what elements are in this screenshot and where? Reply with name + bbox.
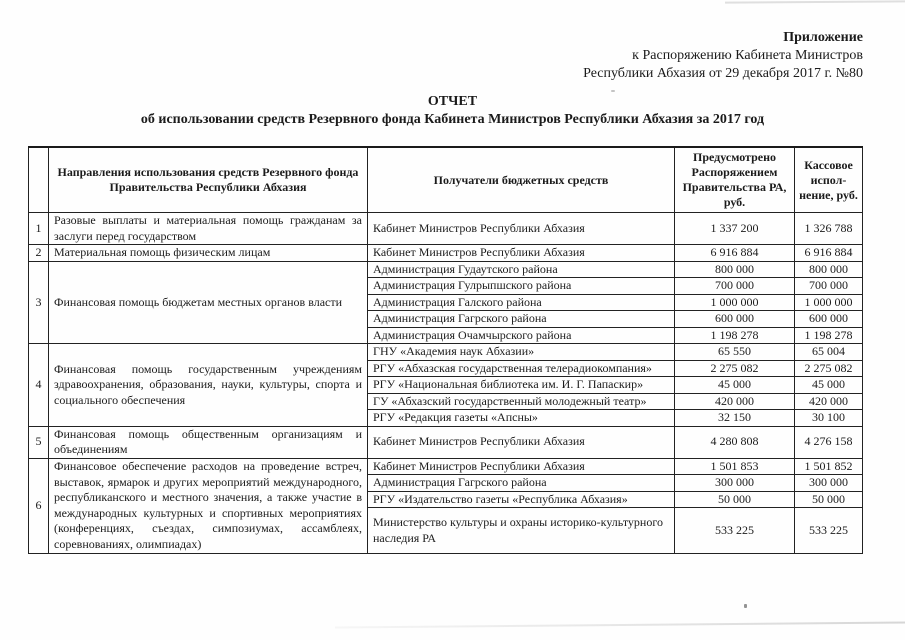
row-number-cell: 1 [29, 213, 49, 245]
report-table-body [29, 213, 863, 554]
report-title: ОТЧЕТ [427, 94, 478, 109]
executed-amount-cell: 1 000 000 [795, 294, 863, 311]
recipient-cell: РГУ «Абхазская государственная телерадиокомпания» [368, 360, 675, 377]
direction-cell: Финансовое обеспечение расходов на проведение встреч, выставок, ярмарок и других мероприятий международного, республиканского и местного значения, а также участие в международных культурных и спортивных мероприятиях (конференциях, съездах, симпозиумах, ассамблеях, соревнованиях, олимпиадах) [49, 458, 368, 554]
scan-speck [611, 90, 615, 92]
direction-cell: Финансовая помощь бюджетам местных органов власти [49, 261, 368, 344]
recipient-cell: ГНУ «Академия наук Абхазии» [368, 344, 675, 361]
page-edge-shadow [335, 621, 905, 628]
allocated-amount-cell: 420 000 [675, 393, 795, 410]
recipient-cell: РГУ «Национальная библиотека им. И. Г. Папаскир» [368, 377, 675, 394]
recipient-cell: Администрация Гагрского района [368, 475, 675, 492]
header-direction: Направления использования средств Резервного фонда Правительства Республики Абхазия [49, 147, 368, 213]
row-number-cell: 2 [29, 245, 49, 262]
allocated-amount-cell: 700 000 [675, 278, 795, 295]
report-subtitle: об использовании средств Резервного фонда Кабинета Министров Республики Абхазия за 2017 год [140, 112, 765, 127]
allocated-amount-cell: 65 550 [675, 344, 795, 361]
header-recipient: Получатели бюджетных средств [368, 147, 675, 213]
table-row [29, 344, 863, 361]
header-allocated: Предусмотрено Распоряжением Правительства РА, руб. [675, 147, 795, 213]
recipient-cell: Министерство культуры и охраны историко-культурного наследия РА [368, 508, 675, 554]
recipient-cell: РГУ «Издательство газеты «Республика Абхазия» [368, 491, 675, 508]
header-executed: Кассовое испол-нение, руб. [795, 147, 863, 213]
row-number-cell: 3 [29, 261, 49, 344]
allocated-amount-cell: 800 000 [675, 261, 795, 278]
scan-edge-mark [725, 0, 905, 3]
allocated-amount-cell: 32 150 [675, 410, 795, 427]
appendix-date-line: Республики Абхазия от 29 декабря 2017 г. №80 [583, 66, 863, 81]
executed-amount-cell: 4 276 158 [795, 426, 863, 458]
executed-amount-cell: 700 000 [795, 278, 863, 295]
allocated-amount-cell: 1 198 278 [675, 327, 795, 344]
executed-amount-cell: 1 326 788 [795, 213, 863, 245]
row-number-cell: 6 [29, 458, 49, 554]
executed-amount-cell: 533 225 [795, 508, 863, 554]
report-title-block [0, 93, 905, 129]
allocated-amount-cell: 45 000 [675, 377, 795, 394]
executed-amount-cell: 30 100 [795, 410, 863, 427]
table-row [29, 426, 863, 458]
allocated-amount-cell: 1 000 000 [675, 294, 795, 311]
recipient-cell: Администрация Гулрыпшского района [368, 278, 675, 295]
allocated-amount-cell: 6 916 884 [675, 245, 795, 262]
executed-amount-cell: 50 000 [795, 491, 863, 508]
appendix-label: Приложение [783, 30, 863, 45]
direction-cell: Финансовая помощь общественным организациям и объединениям [49, 426, 368, 458]
table-row [29, 213, 863, 245]
executed-amount-cell: 1 198 278 [795, 327, 863, 344]
recipient-cell: Администрация Гагрского района [368, 311, 675, 328]
executed-amount-cell: 2 275 082 [795, 360, 863, 377]
table-row [29, 458, 863, 475]
executed-amount-cell: 300 000 [795, 475, 863, 492]
allocated-amount-cell: 300 000 [675, 475, 795, 492]
direction-cell: Финансовая помощь государственным учреждениям здравоохранения, образования, науки, культуры, спорта и социального обеспечения [49, 344, 368, 427]
appendix-header [583, 29, 863, 83]
direction-cell: Разовые выплаты и материальная помощь гражданам за заслуги перед государством [49, 213, 368, 245]
allocated-amount-cell: 1 337 200 [675, 213, 795, 245]
allocated-amount-cell: 4 280 808 [675, 426, 795, 458]
executed-amount-cell: 420 000 [795, 393, 863, 410]
recipient-cell: Кабинет Министров Республики Абхазия [368, 245, 675, 262]
recipient-cell: Администрация Очамчырского района [368, 327, 675, 344]
report-table-head [29, 147, 863, 213]
scan-speck [744, 604, 747, 608]
allocated-amount-cell: 533 225 [675, 508, 795, 554]
executed-amount-cell: 800 000 [795, 261, 863, 278]
table-row [29, 245, 863, 262]
recipient-cell: Кабинет Министров Республики Абхазия [368, 213, 675, 245]
allocated-amount-cell: 2 275 082 [675, 360, 795, 377]
recipient-cell: Администрация Галского района [368, 294, 675, 311]
direction-cell: Материальная помощь физическим лицам [49, 245, 368, 262]
recipient-cell: Администрация Гудаутского района [368, 261, 675, 278]
allocated-amount-cell: 600 000 [675, 311, 795, 328]
executed-amount-cell: 600 000 [795, 311, 863, 328]
recipient-cell: Кабинет Министров Республики Абхазия [368, 458, 675, 475]
table-row [29, 261, 863, 278]
executed-amount-cell: 45 000 [795, 377, 863, 394]
header-row [29, 147, 863, 213]
recipient-cell: РГУ «Редакция газеты «Апсны» [368, 410, 675, 427]
allocated-amount-cell: 1 501 853 [675, 458, 795, 475]
executed-amount-cell: 1 501 852 [795, 458, 863, 475]
allocated-amount-cell: 50 000 [675, 491, 795, 508]
header-num [29, 147, 49, 213]
row-number-cell: 4 [29, 344, 49, 427]
row-number-cell: 5 [29, 426, 49, 458]
executed-amount-cell: 6 916 884 [795, 245, 863, 262]
executed-amount-cell: 65 004 [795, 344, 863, 361]
recipient-cell: Кабинет Министров Республики Абхазия [368, 426, 675, 458]
recipient-cell: ГУ «Абхазский государственный молодежный театр» [368, 393, 675, 410]
appendix-reference-line: к Распоряжению Кабинета Министров [632, 48, 863, 63]
report-table [28, 146, 863, 554]
